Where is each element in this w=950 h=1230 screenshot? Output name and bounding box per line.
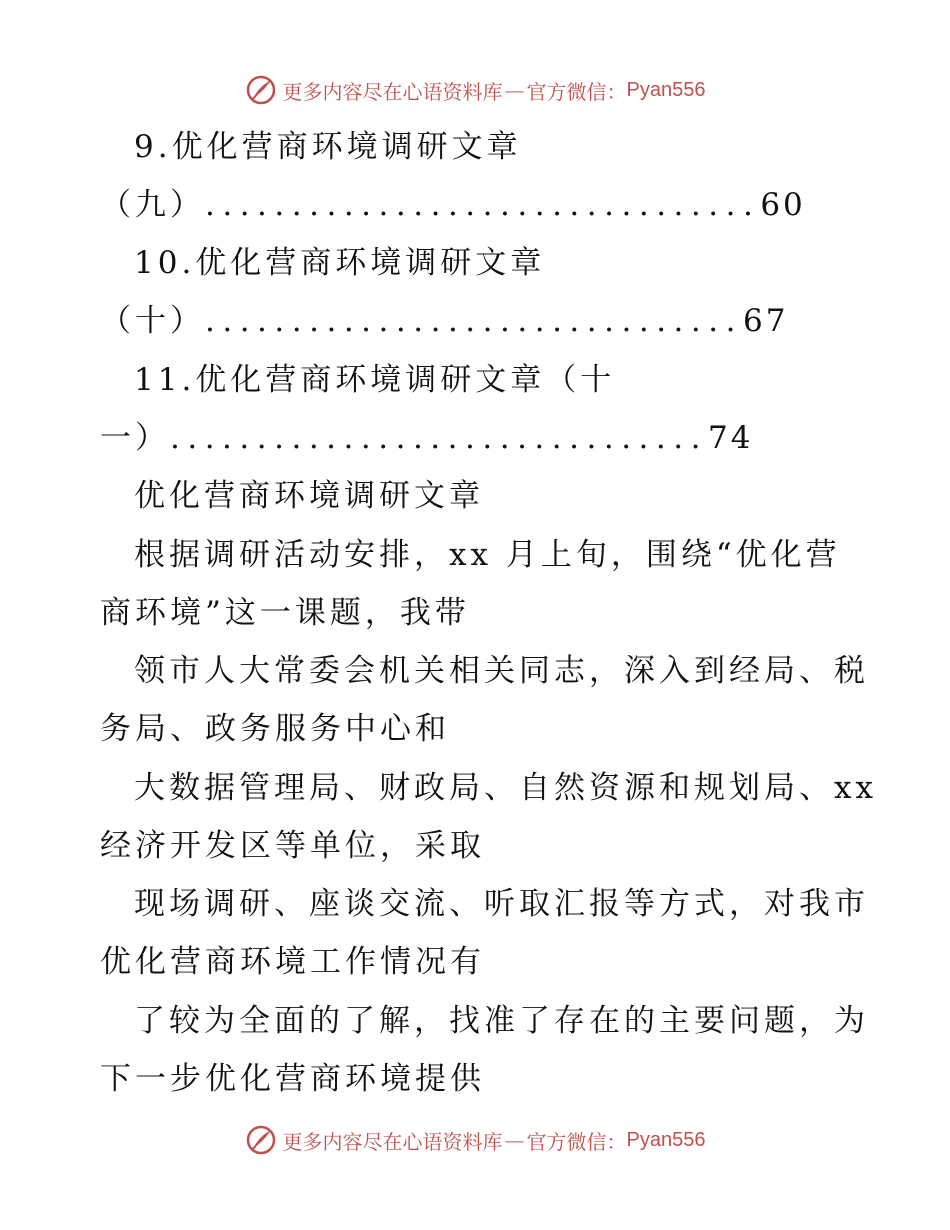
toc-entry-9-title: 9.优化营商环境调研文章 [134, 129, 522, 165]
toc-entry-11-continuation [100, 413, 753, 463]
toc-entry-10-page: 67 [742, 303, 789, 339]
body-line: 商环境”这一课题，我带 [100, 595, 470, 631]
body-line: 经济开发区等单位，采取 [100, 828, 485, 864]
toc-entry-10-leader: ............................... [205, 303, 743, 339]
body-line: 现场调研、座谈交流、听取汇报等方式，对我市 [134, 886, 869, 922]
toc-entry-9-suffix: （九） [100, 187, 205, 223]
watermark-contact-label: 官方微信： [526, 79, 627, 104]
toc-entry-10-suffix: （十） [100, 303, 205, 339]
body-line: 下一步优化营商环境提供 [100, 1061, 485, 1097]
feather-logo-icon [245, 1124, 277, 1156]
watermark-separator: — [504, 78, 525, 102]
toc-entry-11-suffix: 一） [100, 420, 170, 456]
toc-entry-11-leader: ............................... [170, 420, 708, 456]
toc-entry-10-continuation [100, 296, 788, 346]
toc-entry-9-page: 60 [760, 187, 806, 223]
body-line: 领市人大常委会机关相关同志，深入到经局、税 [134, 653, 869, 689]
toc-entry-10-title: 10.优化营商环境调研文章 [134, 245, 546, 281]
watermark-banner-top [0, 70, 950, 110]
feather-logo-icon [245, 74, 277, 106]
watermark-contact-id: Pyan556 [626, 1128, 706, 1151]
watermark-contact-id: Pyan556 [626, 78, 706, 101]
body-heading: 优化营商环境调研文章 [134, 478, 484, 514]
watermark-banner-bottom [0, 1120, 950, 1160]
toc-entry-11-title: 11.优化营商环境调研文章（十 [134, 362, 616, 398]
body-line: 优化营商环境工作情况有 [100, 944, 485, 980]
body-line: 务局、政务服务中心和 [100, 711, 450, 747]
watermark-contact-label: 官方微信： [526, 1129, 627, 1154]
toc-entry-9-leader: ................................ [205, 187, 761, 223]
toc-entry-11-page: 74 [707, 420, 754, 456]
watermark-text: 更多内容尽在心语资料库 [282, 79, 503, 104]
watermark-separator: — [504, 1128, 525, 1152]
body-line: 了较为全面的了解，找准了存在的主要问题，为 [134, 1003, 869, 1039]
body-line: 根据调研活动安排，xx 月上旬，围绕“优化营 [134, 537, 841, 573]
toc-entry-9-continuation [100, 180, 806, 230]
watermark-text: 更多内容尽在心语资料库 [282, 1129, 503, 1154]
body-line: 大数据管理局、财政局、自然资源和规划局、xx [134, 770, 877, 806]
